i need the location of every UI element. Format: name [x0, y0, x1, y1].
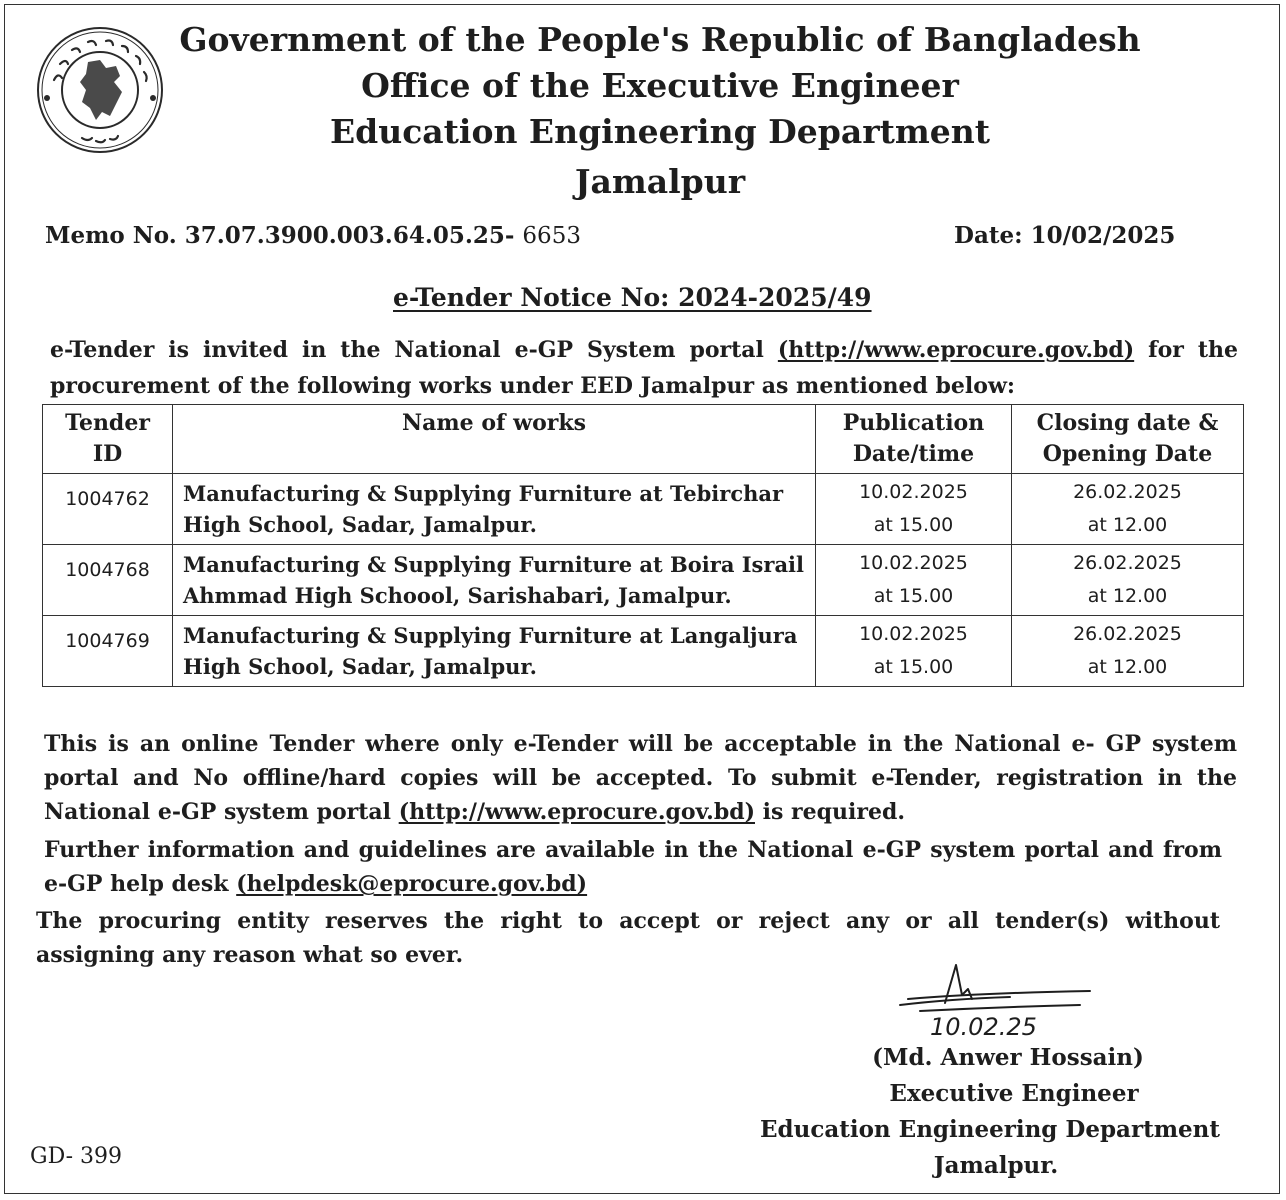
- memo-serial: 6653: [522, 223, 581, 249]
- reserve-paragraph: The procuring entity reserves the right to accept or reject any or all tender(s) without assigning any reason what so ever.: [36, 908, 1220, 968]
- closing-cell: [1012, 616, 1244, 687]
- signature-block: [700, 1040, 1280, 1184]
- memo-date: Date: 10/02/2025: [954, 222, 1176, 249]
- tender-id: 1004762: [43, 474, 173, 545]
- signatory-department: Education Engineering Department: [759, 1116, 1221, 1143]
- work-name: Manufacturing & Supplying Furniture at Langaljura High School, Sadar, Jamalpur.: [173, 616, 816, 687]
- signature-icon: [890, 955, 1100, 1040]
- further-text: Further information and guidelines are available in the National e-GP system portal and from e-GP help desk: [44, 837, 1222, 897]
- tender-id: 1004769: [43, 616, 173, 687]
- closing-date: 26.02.2025: [1073, 623, 1182, 645]
- signatory-name: (Md. Anwer Hossain): [872, 1044, 1144, 1071]
- work-name: Manufacturing & Supplying Furniture at Boira Israil Ahmmad High Schoool, Sarishabari, Jamalpur.: [173, 545, 816, 616]
- publication-cell: [816, 545, 1012, 616]
- signatory-title: Executive Engineer: [889, 1080, 1139, 1107]
- header-tender-id: Tender ID: [43, 405, 173, 474]
- gd-number: GD- 399: [30, 1144, 123, 1169]
- closing-date: 26.02.2025: [1073, 552, 1182, 574]
- government-seal-icon: [30, 20, 170, 160]
- header-department: Education Engineering Department: [329, 112, 991, 151]
- intro-text-end: for the procurement of the following works under EED Jamalpur as mentioned below:: [50, 337, 1238, 399]
- header-office: Office of the Executive Engineer: [361, 66, 959, 105]
- work-name: Manufacturing & Supplying Furniture at Tebirchar High School, Sadar, Jamalpur.: [173, 474, 816, 545]
- closing-time: at 12.00: [1087, 585, 1168, 607]
- intro-text: e-Tender is invited in the National e-GP System portal: [50, 337, 778, 363]
- notice-title: e-Tender Notice No: 2024-2025/49: [393, 283, 872, 312]
- helpdesk-email-link[interactable]: (helpdesk@eprocure.gov.bd): [236, 871, 588, 897]
- online-text-end: is required.: [755, 799, 906, 825]
- header-closing: Closing date & Opening Date: [1012, 405, 1244, 474]
- closing-cell: [1012, 474, 1244, 545]
- header-country: Government of the People's Republic of Bangladesh: [179, 20, 1141, 59]
- publication-date: 10.02.2025: [859, 481, 968, 503]
- publication-time: at 15.00: [873, 585, 954, 607]
- online-tender-paragraph: [44, 727, 1237, 829]
- tender-id: 1004768: [43, 545, 173, 616]
- closing-time: at 12.00: [1087, 656, 1168, 678]
- header-name-of-works: Name of works: [173, 405, 816, 474]
- publication-cell: [816, 474, 1012, 545]
- memo-number: [45, 222, 581, 249]
- publication-time: at 15.00: [873, 656, 954, 678]
- intro-paragraph: [50, 332, 1238, 404]
- eprocure-link[interactable]: (http://www.eprocure.gov.bd): [777, 337, 1135, 363]
- publication-cell: [816, 616, 1012, 687]
- header-district: Jamalpur: [574, 162, 746, 201]
- closing-cell: [1012, 545, 1244, 616]
- publication-date: 10.02.2025: [859, 552, 968, 574]
- table-row: [43, 474, 1244, 545]
- publication-date: 10.02.2025: [859, 623, 968, 645]
- further-info-paragraph: [44, 833, 1222, 901]
- table-header-row: [43, 405, 1244, 474]
- table-row: [43, 616, 1244, 687]
- closing-time: at 12.00: [1087, 514, 1168, 536]
- tender-table: [42, 404, 1244, 687]
- memo-label: Memo No. 37.07.3900.003.64.05.25-: [45, 222, 515, 249]
- online-text: This is an online Tender where only e-Tender will be acceptable in the National e- GP system portal and No offline/hard copies will be accepted. To submit e-Tender, registration in the National e-GP system portal: [44, 731, 1237, 825]
- eprocure-link-2[interactable]: (http://www.eprocure.gov.bd): [398, 799, 755, 825]
- publication-time: at 15.00: [873, 514, 954, 536]
- signature-date: 10.02.25: [930, 1013, 1037, 1040]
- table-row: [43, 545, 1244, 616]
- signatory-city: Jamalpur.: [933, 1152, 1059, 1179]
- closing-date: 26.02.2025: [1073, 481, 1182, 503]
- header-publication: Publication Date/time: [816, 405, 1012, 474]
